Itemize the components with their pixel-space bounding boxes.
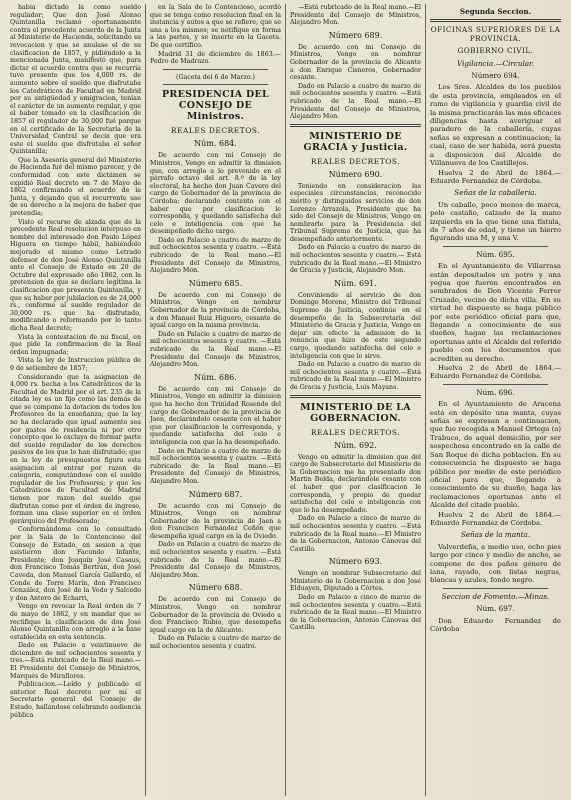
decree-number: Núm. 692.: [334, 440, 377, 450]
gazette-reference: (Gaceta del 6 de Marzo.): [176, 73, 255, 81]
decree-text: Teniendo en consideracion las especiales circunstancias, reconocido mérito y distinguidos servicios de don Lorenzo Arrazola, Presidente que ha sido del Consejo de Ministros, Vengo en nombrarle para la Presidencia del Tribunal Supremo de Justicia, que ha desempeñado anteriormente.: [290, 182, 421, 243]
decree-text: Vengo en nombrar Subsecretario del Ministerio de la Gobernacion a don José Elduayen, Diputado a Córtes.: [290, 570, 421, 593]
notice-text: Don Eduardo Fernandez de Córdoba: [430, 616, 561, 633]
notice-text: Los Sres. Alcaldes de los pueblos de esta provincia, empleados en el ramo de vigilancia y guardia civil de la misma practicarán las más eficaces diligencias hasta averiguar el paradero de la caballería, cuyas señas se expresan a continuacion; la cual, caso de ser habida, será puesta a disposicion del Alcalde de Villanueva de los Castillejos.: [430, 83, 561, 168]
notice-signature: Huelva 2 de Abril de 1864.—Eduardo Fernandez de Córdoba.: [430, 510, 561, 527]
decree-text: De acuerdo con mi Consejo de Ministros, Vengo en nombrar Gobernador de la provincia de Oviedo a don Francisco Rubio, que desempeña igual cargo en la de Alicante.: [150, 596, 281, 634]
offices-heading: OFICINAS SUPERIORES DE LA PROVINCIA.: [430, 25, 561, 43]
column-1: [6, 4, 145, 796]
decree-text: Vengo en admitir la dimision que del cargo de Subsecretario del Ministerio de la Gobernacion me ha presentado don Martin Belda, declarándole cesante con el haber que por clasificacion le corresponda, y propio de quedar satisfecha del celo e inteligencia con que lo ha desempeñado.: [290, 453, 421, 514]
decree-text: De acuerdo con mi Consejo de Ministros, Vengo en nombrar Gobernador de la provincia de Córdoba, a don Manuel Ruiz Higuero, cesante de igual cargo en la misma provincia.: [150, 291, 281, 330]
divider: [443, 246, 548, 247]
decree-signature: Dado en Palacio a cuatro de marzo de mil ochocientos sesenta y cuatro.—Está rubricado de la Real mano.—El Ministro de Gracia y Justicia, Luis Mayans.: [290, 361, 421, 391]
decree-number: Núm. 686.: [194, 372, 237, 382]
section-title: Segunda Seccion.: [459, 7, 532, 16]
decree-number: Número 689.: [328, 30, 383, 40]
decree-signature: Dado en Palacio a cuatro de marzo de mil ochocientos sesenta y cuatro. —Está rubricado de la Real mano.—El Presidente del Consejo de Ministros, Alejandro Mon.: [150, 447, 281, 485]
col1-paragraph: Considerando que la asignacion de 4,000 rs. hecha a los Catedráticos de la Facultad de Madrid por el art. 235 de la citada ley es un fijo como las demás de que se compone la dotacion de todos los Profesores de la enseñanza; que la ley no ha declarado que igual aumento sea por gastos de residencia ni por otro concepto que lo excluya de formar parte del sueldo regulador de los derechos pasivos de los que lo han disfrutado; que en la ley de presupuestos figura esta asignacion al entrar por razon de categoría, computándose con el sueldo regulador de los Profesores; y que los Catedráticos de Facultad de Madrid tienen por razon del sueldo que disfrutan como por el órden de ingreso, forman una clase superior en el órden gerárquico del Profesorado;: [10, 373, 141, 525]
col1-paragraph: Dado en Palacio a veintinueve de diciembre de mil ochocientos sesenta y tres.—Está rubricado de la Real mano.—El Presidente del Consejo de Ministros, Marqués de Miraflores.: [10, 642, 141, 680]
decree-number: Núm. 691.: [334, 278, 377, 288]
blanket-description: Valverdeña, a medio uso, ocho pies largo por cinco y medio de ancho, se compone de dos paños género de lana, rayado, con listas negras, blancas y azules, fondo negro.: [430, 542, 561, 585]
decree-number: Número 688.: [188, 583, 243, 593]
blanket-description-heading: Señas de la manta.: [460, 530, 531, 540]
notice-text: En el Ayuntamiento de Aracena está en depósito una manta, cuyas señas se expresan a continuacion, que fue recogida a Manuel Ortega (a) Trabuco, de aquel domicilio, por ser sospechosa encontrado en la calle de San Roque de dicha poblacion. En su consecuencia he dispuesto se haga público por medio de este periódico oficial para que, llegando a conocimiento de su dueño, haga las reclamaciones oportunas ante el Alcalde del citado pueblo.: [430, 400, 561, 510]
col2-lead-2: Madrid 31 de diciembre de 1863.—Pedro de Madrazo.: [150, 50, 281, 66]
decrees-heading: REALES DECRETOS.: [310, 427, 401, 437]
horse-description: Un caballo, poco menos de marca, pelo castaño, calzado de la mano izquierda en la que tiene una fístula, de 7 años de edad, y tiene un hierro figurando una M, y una V.: [430, 200, 561, 243]
presidency-heading: PRESIDENCIA DEL CONSEJO DE Ministros.: [161, 89, 270, 123]
column-3: [285, 4, 425, 796]
decree-signature: Dado en Palacio a cuatro de marzo de mil ochocientos sesenta y cuatro. —Está rubricado de la Real mano.—El Presidente del Consejo de Ministros, Alejandro Mon.: [150, 330, 281, 369]
decrees-heading: REALES DECRETOS.: [310, 156, 401, 166]
decree-text: De acuerdo con mi Consejo de Ministros, Vengo en nombrar Gobernador de la provincia de Jaen a don Francisco Fernández Coñón que desempeña igual cargo en la de Oviedo.: [150, 502, 281, 540]
decree-number: Número 687.: [188, 489, 243, 499]
col1-paragraph: Conformándome con lo consultado por la Sala de lo Contencioso del Consejo de Estado, en sesion a que asistieron don Facundo Infante, Presidente; don Joaquín José Casaus, don Francisco Tomás Bertrán, don José Caveda, don Manuel García Gallardo, el Conde de Torre Marín, don Francisco González, don José de la Vedo y Salcedo y don Antero de Echarri,: [10, 526, 141, 602]
section-divider: [290, 124, 421, 127]
civil-government-heading: GOBIERNO CIVIL.: [457, 46, 534, 56]
col1-paragraph: Visto el recurso de alzada que de la precedente Real resolucion interpuso en nombre del interesado don Paulo López Higuera en tiempo hábil, habiéndolo mejorado el mismo como Letrado defensor de don José Alonso Quintanilla ante el Consejo de Estado en 20 de Octubre del expresado año 1862, con la pretension de que se declare legítima la clasificacion que presenta Quintanilla, y que su haber por jubilacion es de 24,000 rs., conforme al sueldo regulador de 30,000 rs. que ha disfrutado, modificando o reformando por lo tanto dicha Real decreto;: [10, 218, 141, 332]
decree-number: Número 690.: [328, 169, 383, 179]
col1-paragraph: Que la Asesoría general del Ministerio de Hacienda fué del mismo parecer, y de conformidad con este dictámen se expidió Real decreto en 7 de Mayo de 1862 confirmando el acuerdo de la Junta, y dejando que el recurrente use de su derecho a la mejora de haber que pretendia;: [10, 156, 141, 218]
section-divider: [290, 395, 421, 398]
decree-signature: Dado en Palacio a cuatro de marzo de mil ochocientos sesenta y cuatro. —Está rubricado de la Real mano.—El Presidente del Consejo de Ministros, Alejandro Mon.: [290, 82, 421, 121]
decree-signature: Dado en Palacio a cinco de marzo de mil ochocientos sesenta y cuatro. —Está rubricado de la Real mano.—El Ministro de la Gobernacion, Antonio Cánovas del Castillo.: [290, 515, 421, 553]
col1-paragraph: Publicacion.—Leído y publicado el anterior Real decreto por mí el Secretario general del Consejo de Estado, hallándose celebrando audiencia pública: [10, 681, 141, 719]
column-4: [425, 4, 565, 796]
decree-text: De acuerdo con mi Consejo de Ministros, Vengo en admitir la dimision que ha hecho don Trinidad Rosende del cargo de Gobernador de la provincia de Jaen, declarándolo cesante con el haber que por clasificacion le corresponda, y quedando satisfecha del celo e inteligencia con que la ha desempeñado.: [150, 385, 281, 446]
decree-signature: Dado en Palacio a cuatro de marzo de mil ochocientos sesenta y cuatro.— Está rubricado de la Real mano.—El Ministro de Gracia y Justicia, Alejandro Mon.: [290, 244, 421, 275]
decree-text: Conviniendo al servicio de don Domingo Moreno, Ministro del Tribunal Supremo de Justicia, continúe en el desempeño de la Subsecretaría del Ministerio de Gracia y Justicia, Vengo en dejar sin efecto la admision de la renuncia que hizo de este segundo cargo, quedando satisfecha del celo e inteligencia con que lo sirve.: [290, 291, 421, 360]
section-divider: [430, 19, 561, 22]
notice-number: Núm. 697.: [476, 604, 515, 614]
col2-lead-1: en la Sala de lo Contencioso, acordó que se tenga como resolucion final en la instancia y autos a que se refiere; que se una a los mismos; se notifique en forma a las partes, y se inserte en la Gaceta. De que certifico.: [150, 4, 281, 49]
decree-number: Número 685.: [188, 278, 243, 288]
horse-description-heading: Señas de la caballería.: [454, 188, 537, 198]
notice-number: Número 694.: [471, 71, 520, 81]
vigilance-heading: Vigilancia.—Circular.: [457, 58, 534, 68]
divider: [163, 84, 268, 85]
col1-paragraph: habia dictado la como sueldo regulador; Que don José Alonso Quintanilla reclamó oportunamente contra el precedente acuerdo de la Junta al Ministerio de Hacienda, solicitando su revocacion y que se anulase el de su clasificacion de 1857, y pidiéndolo a la mencionada Junta, manifestó que, para dictar el acuerdo contra que se recurria tuvo presente que los 4,000 rs. de aumento sobre el sueldo que disfrutaba los Catedráticos de Facultad en Madrid por su antigüedad y emigracion, tenian el carácter de un aumento regular, y que el haber tomado en la clasificacion de 1857 el regulador de 30,000 fué porque en el certificado de la Secretaría de la Universidad Central se decia que era este el sueldo que disfrutaba el señor Quintanilla;: [10, 4, 141, 156]
decree-text: De acuerdo con mi Consejo de Ministros, Vengo en nombrar Gobernador de la provincia de Alicante a don Enrique Cisneros, Gobernador cesante.: [290, 43, 421, 82]
ministry-justice-heading: MINISTERIO DE GRACIA y Justicia.: [303, 130, 408, 153]
decree-number: Núm. 684.: [194, 139, 237, 149]
notice-signature: Huelva 2 de Abril de 1864.—Eduardo Fernandez de Córdoba.: [430, 168, 561, 185]
col3-lead: —Está rubricado de la Real mano.—El Presidente del Consejo de Ministros, Alejandro Mon.: [290, 4, 421, 27]
column-2: [145, 4, 285, 796]
decree-number: Número 693.: [328, 557, 383, 567]
col1-paragraph: Vengo en revocar la Real órden de 7 de mayo de 1862, y en mandar que se rectifique la clasificacion de don José Alonso Quintanilla con arreglo a la base establecida en esta sentencia.: [10, 603, 141, 641]
notice-number: Núm. 696.: [476, 387, 515, 397]
decree-text: De acuerdo con mi Consejo de Ministros, Vengo en admitir la dimision que, con arreglo a lo prevenido en el párrafo octavo del art. 8.º de la ley electoral, ha hecho don Juan Cavero del cargo de Gobernador de la provincia de Córdoba; declarando contento con el haber que por clasificacion le corresponda, y quedando satisfecha del celo e inteligencia con que ha desempeñado dicho cargo.: [150, 152, 281, 236]
notice-signature: Huelva 2 de Abril de 1864.—Eduardo Fernandez de Córdoba.: [430, 364, 561, 381]
decree-signature: Dado en Palacio a cuatro de marzo de mil ochocientos sesenta y cuatro. —Está rubricado de la Real mano.—El Presidente del Consejo de Ministros, Alejandro Mon.: [150, 541, 281, 579]
decree-signature: Dado en Palacio a cuatro de marzo de mil ochocientos sesenta y cuatro.: [150, 635, 281, 650]
divider: [163, 69, 268, 70]
decree-list: [150, 139, 281, 650]
mines-heading: Seccion de Fomento.—Minas.: [441, 591, 550, 601]
decrees-heading: REALES DECRETOS.: [170, 126, 261, 136]
ministry-interior-heading: MINISTERIO DE LA GOBERNACION.: [300, 401, 411, 424]
decree-signature: Dado en Palacio a cinco de marzo de mil ochocientos sesenta y cuatro.—Está rubricado de la Real mano.—El Ministro de la Gobernacion, Antonio Cánovas del Castillo.: [290, 594, 421, 632]
divider: [443, 384, 548, 385]
col1-paragraph: Vista la ley de Instruccion pública de 9 de setiembre de 1857;: [10, 357, 141, 372]
decree-signature: Dado en Palacio a cuatro de marzo de mil ochocientos sesenta y cuatro. —Está rubricado de la Real mano.—El Presidente del Consejo de Ministros, Alejandro Mon.: [150, 236, 281, 275]
notice-text: En el Ayuntamiento de Villarrasa están depositados un potro y una yegua que fueron encontrados en sembrados de Don Vicente Ferrer Cruzado, vecino de dicha villa. En su virtud he dispuesto se haga público por este periódico oficial para que, llegando a conocimiento de sus dueños, hagan las reclamaciones oportunas ante el Alcalde del referido pueblo con los documentos que acrediten su derecho.: [430, 262, 561, 363]
divider: [443, 588, 548, 589]
col1-paragraph: Vista la contestacion de mi fiscal, en que pide la confirmacion de la Real órden impugnada;: [10, 333, 141, 356]
notice-number: Núm. 695.: [476, 249, 515, 259]
